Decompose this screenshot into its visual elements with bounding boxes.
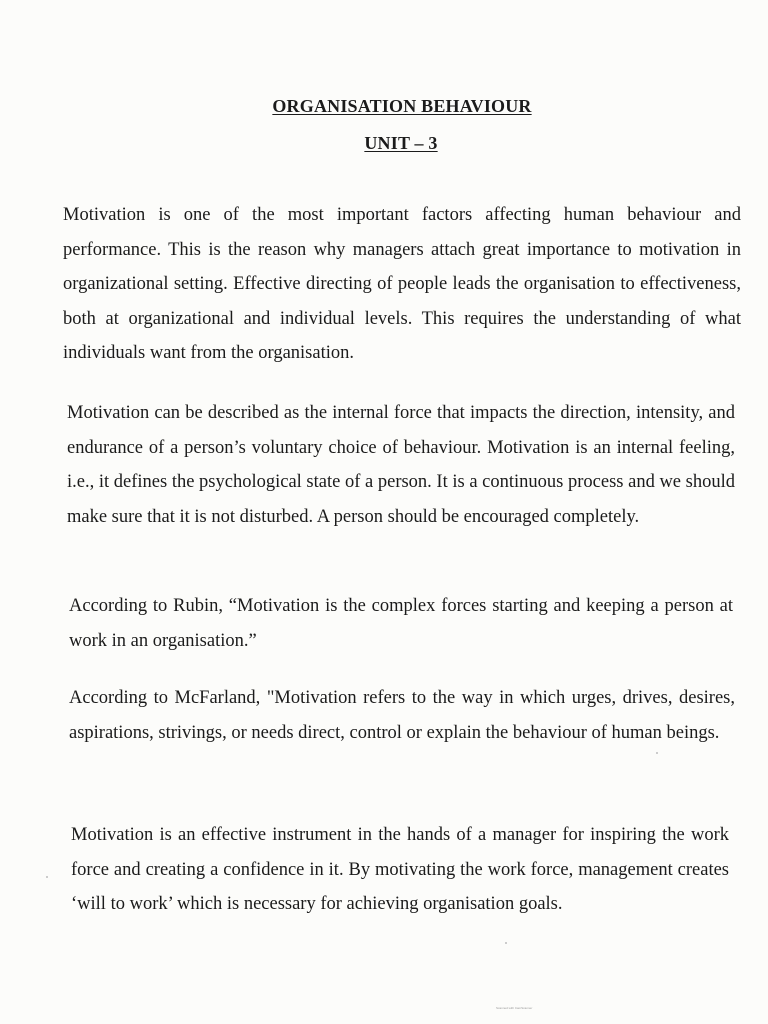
paragraph-motivation-definition: Motivation can be described as the internal force that impacts the direction, intensity, and endurance of a person’s voluntary choice of behaviour. Motivation is an internal feeling, i.e., it defines the psychological state of a person. It is a continuous process and we should make sure that it is not disturbed. A person should be encouraged completely. [67,403,735,527]
paragraph-motivation-intro: Motivation is one of the most important factors affecting human behaviour and performance. This is the reason why managers attach great importance to motivation in organizational setting. Effective directing of people leads the organisation to effectiveness, both at organizational and individual levels. This requires the understanding of what individuals want from the organisation. [63,205,741,363]
paragraph-rubin-quote: According to Rubin, “Motivation is the complex forces starting and keeping a person at work in an organisation.” [69,596,733,651]
paragraph-mcfarland-quote: According to McFarland, "Motivation refers to the way in which urges, drives, desires, aspirations, strivings, or needs direct, control or explain the behaviour of human beings. [69,688,735,743]
scanner-watermark: Scanned with CamScanner [496,1006,533,1010]
scan-speck [505,942,507,944]
scan-speck [46,876,48,878]
paragraph-motivation-instrument: Motivation is an effective instrument in the hands of a manager for inspiring the work force and creating a confidence in it. By motivating the work force, management creates ‘will to work’ which is necessary for achieving organisation goals. [71,825,729,914]
page-title: ORGANISATION BEHAVIOUR [272,96,532,116]
scan-speck [656,752,658,754]
unit-heading: UNIT – 3 [364,133,438,153]
